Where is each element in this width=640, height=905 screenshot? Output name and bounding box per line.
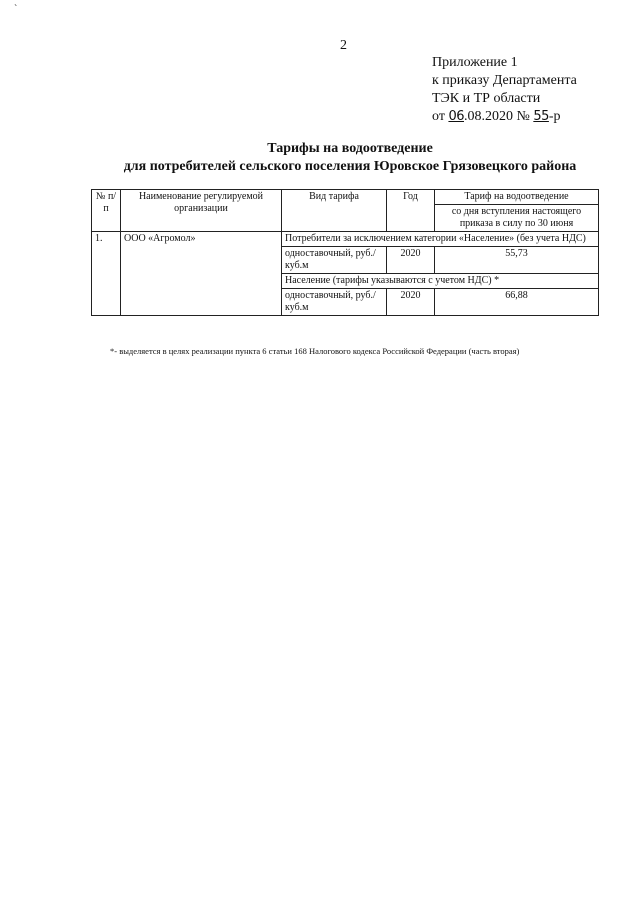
- cell-year: 2020: [387, 247, 435, 274]
- title-line: для потребителей сельского поселения Юровское Грязовецкого района: [123, 159, 577, 174]
- appendix-line: ТЭК и ТР области: [432, 91, 541, 106]
- appendix-header: [432, 54, 577, 126]
- page-number: 2: [340, 38, 347, 53]
- appendix-line: Приложение 1: [432, 55, 518, 70]
- cell-tariff-type: одноставочный, руб./куб.м: [282, 247, 387, 274]
- order-suffix: -р: [548, 109, 561, 124]
- header-tariff-type: Вид тарифа: [282, 190, 387, 232]
- appendix-line: к приказу Департамента: [432, 73, 577, 88]
- cell-consumer-group: Население (тарифы указываются с учетом НДС) *: [282, 274, 599, 289]
- header-organization: Наименование регулируемой организации: [121, 190, 282, 232]
- document-title: [0, 140, 640, 176]
- cell-organization: ООО «Агромол»: [121, 232, 282, 316]
- cell-number: 1.: [92, 232, 121, 316]
- footnote: *- выделяется в целях реализации пункта 6 статьи 168 Налогового кодекса Российской Федерации (часть вторая): [110, 346, 520, 356]
- appendix-date: [432, 108, 577, 126]
- order-number: 55: [533, 109, 549, 124]
- date-day: 06: [448, 109, 464, 124]
- table-row: [92, 232, 599, 247]
- cell-year: 2020: [387, 289, 435, 316]
- header-tariff: Тариф на водоотведение: [435, 190, 599, 205]
- table-header-row: [92, 190, 599, 205]
- header-year: Год: [387, 190, 435, 232]
- header-tariff-period: со дня вступления настоящего приказа в силу по 30 июня: [435, 205, 599, 232]
- title-line: Тарифы на водоотведение: [267, 141, 433, 156]
- cell-tariff-value: 55,73: [435, 247, 599, 274]
- date-prefix: от: [432, 109, 449, 124]
- corner-mark: `: [14, 4, 18, 15]
- cell-tariff-value: 66,88: [435, 289, 599, 316]
- cell-consumer-group: Потребители за исключением категории «Население» (без учета НДС): [282, 232, 599, 247]
- tariffs-table: [91, 189, 599, 316]
- header-number: № п/п: [92, 190, 121, 232]
- date-rest: .08.2020 №: [463, 109, 534, 124]
- cell-tariff-type: одноставочный, руб./куб.м: [282, 289, 387, 316]
